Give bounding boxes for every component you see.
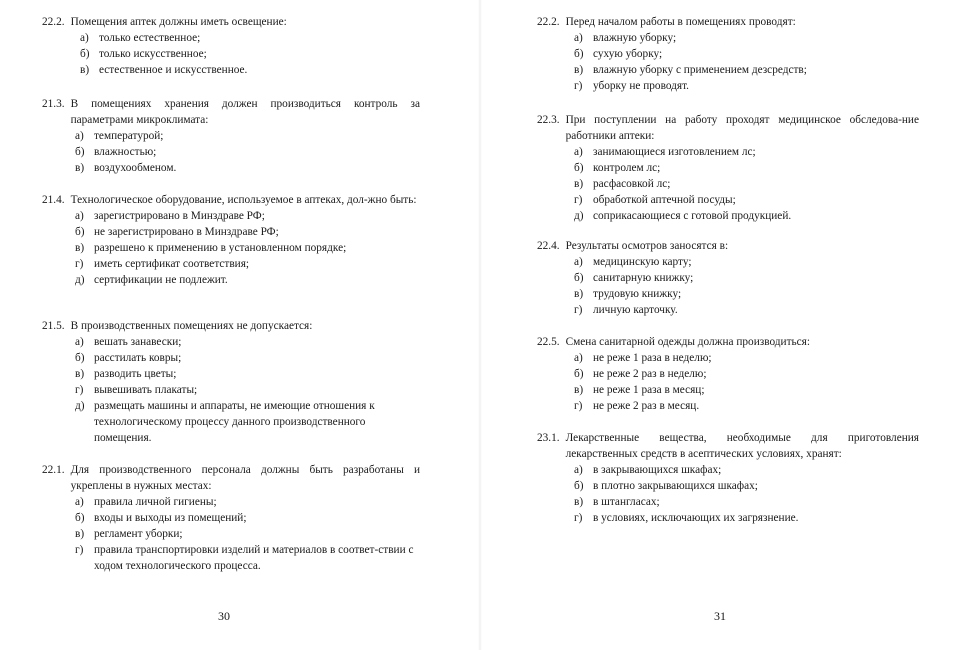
question-block: [537, 112, 919, 224]
answer-option: [574, 398, 919, 414]
option-text: уборку не проводят.: [593, 80, 690, 92]
option-letter: в): [80, 64, 90, 76]
answer-option: [574, 350, 919, 366]
option-letter: г): [574, 512, 583, 524]
option-letter: б): [75, 146, 85, 158]
option-text: воздухообменом.: [94, 162, 177, 174]
option-text: только естественное;: [99, 32, 201, 44]
option-letter: а): [75, 496, 84, 508]
option-text: температурой;: [94, 130, 164, 142]
option-letter: в): [574, 64, 584, 76]
option-letter: д): [75, 400, 85, 412]
option-text: обработкой аптечной посуды;: [593, 194, 736, 206]
option-text: правила транспортировки изделий и материалов в соответ-ствии с ходом технологического процесса.: [94, 544, 414, 572]
answer-option: [574, 30, 919, 46]
option-text: санитарную книжку;: [593, 272, 694, 284]
option-text: естественное и искусственное.: [99, 64, 248, 76]
option-letter: б): [75, 352, 85, 364]
question-number: 22.5.: [537, 336, 560, 348]
answer-option: [574, 382, 919, 398]
option-text: занимающиеся изготовлением лс;: [593, 146, 756, 158]
option-letter: г): [574, 400, 583, 412]
option-text: иметь сертификат соответствия;: [94, 258, 250, 270]
option-letter: а): [574, 464, 583, 476]
option-text: разрешено к применению в установленном порядке;: [94, 242, 347, 254]
option-letter: б): [574, 480, 584, 492]
answer-option: [75, 128, 420, 144]
option-text: в штангласах;: [593, 496, 660, 508]
answer-option: [80, 62, 420, 78]
option-letter: в): [574, 288, 584, 300]
option-letter: в): [75, 528, 85, 540]
option-text: регламент уборки;: [94, 528, 183, 540]
question-number: 22.1.: [42, 464, 65, 476]
option-text: не зарегистрировано в Минздраве РФ;: [94, 226, 279, 238]
option-letter: в): [75, 162, 85, 174]
option-letter: б): [574, 368, 584, 380]
question-number: 21.5.: [42, 320, 65, 332]
option-text: личную карточку.: [593, 304, 678, 316]
option-letter: а): [574, 32, 583, 44]
option-letter: а): [80, 32, 89, 44]
answer-option: [75, 240, 420, 256]
answer-option: [574, 270, 919, 286]
option-letter: б): [574, 272, 584, 284]
option-letter: б): [80, 48, 90, 60]
option-text: соприкасающиеся с готовой продукцией.: [593, 210, 792, 222]
question-text: Помещения аптек должны иметь освещение:: [70, 16, 287, 28]
question-number: 22.2.: [42, 16, 65, 28]
option-text: зарегистрировано в Минздраве РФ;: [94, 210, 265, 222]
option-letter: в): [574, 178, 584, 190]
question-number: 22.4.: [537, 240, 560, 252]
question-block: [42, 192, 420, 288]
question-block: [537, 334, 919, 414]
question-text: Смена санитарной одежды должна производиться:: [565, 336, 811, 348]
option-text: расфасовкой лс;: [593, 178, 671, 190]
right-page: [480, 0, 960, 650]
answer-option: [75, 510, 420, 526]
answer-option: [75, 144, 420, 160]
option-letter: в): [574, 496, 584, 508]
answer-option: [574, 208, 919, 224]
answer-option: [574, 286, 919, 302]
question-block: [42, 96, 420, 176]
option-letter: в): [75, 368, 85, 380]
option-text: только искусственное;: [99, 48, 207, 60]
answer-option: [574, 494, 919, 510]
option-text: сертификации не подлежит.: [94, 274, 228, 286]
answer-option: [574, 144, 919, 160]
option-text: не реже 1 раза в месяц;: [593, 384, 705, 396]
answer-option: [75, 208, 420, 224]
option-letter: г): [574, 194, 583, 206]
question-block: [537, 14, 919, 94]
option-text: сухую уборку;: [593, 48, 663, 60]
answer-option: [75, 542, 420, 574]
answer-option: [574, 302, 919, 318]
option-letter: а): [574, 352, 583, 364]
answer-option: [574, 254, 919, 270]
option-letter: б): [574, 48, 584, 60]
answer-option: [574, 510, 919, 526]
answer-option: [574, 462, 919, 478]
question-number: 22.2.: [537, 16, 560, 28]
answer-option: [80, 30, 420, 46]
question-text: Перед началом работы в помещениях проводят:: [565, 16, 796, 28]
answer-option: [75, 526, 420, 542]
option-text: в закрывающихся шкафах;: [593, 464, 722, 476]
answer-option: [574, 176, 919, 192]
option-letter: г): [574, 80, 583, 92]
option-letter: г): [75, 258, 84, 270]
option-letter: в): [75, 242, 85, 254]
question-number: 23.1.: [537, 432, 560, 444]
answer-option: [574, 46, 919, 62]
option-letter: б): [75, 226, 85, 238]
option-letter: а): [75, 130, 84, 142]
answer-option: [75, 382, 420, 398]
option-text: расстилать ковры;: [94, 352, 182, 364]
question-number: 22.3.: [537, 114, 560, 126]
question-text: Результаты осмотров заносятся в:: [565, 240, 729, 252]
answer-option: [80, 46, 420, 62]
option-text: трудовую книжку;: [593, 288, 682, 300]
option-text: входы и выходы из помещений;: [94, 512, 247, 524]
question-block: [537, 430, 919, 526]
question-number: 21.4.: [42, 194, 65, 206]
answer-option: [75, 398, 420, 446]
question-text: В помещениях хранения должен производиться контроль за параметрами микроклимата:: [70, 98, 420, 126]
option-letter: а): [574, 256, 583, 268]
question-block: [42, 318, 420, 446]
option-text: правила личной гигиены;: [94, 496, 217, 508]
answer-option: [75, 160, 420, 176]
option-text: не реже 1 раза в неделю;: [593, 352, 712, 364]
option-text: контролем лс;: [593, 162, 661, 174]
option-text: не реже 2 раз в месяц.: [593, 400, 700, 412]
option-letter: г): [574, 304, 583, 316]
question-text: Технологическое оборудование, используемое в аптеках, дол-жно быть:: [70, 194, 417, 206]
option-letter: д): [574, 210, 584, 222]
page-number: 30: [218, 609, 230, 623]
option-text: влажностью;: [94, 146, 157, 158]
answer-option: [574, 62, 919, 78]
option-letter: г): [75, 384, 84, 396]
option-text: не реже 2 раз в неделю;: [593, 368, 707, 380]
option-letter: в): [574, 384, 584, 396]
option-letter: а): [574, 146, 583, 158]
question-block: [42, 14, 420, 78]
question-block: [42, 462, 420, 574]
answer-option: [574, 478, 919, 494]
option-text: разводить цветы;: [94, 368, 177, 380]
option-text: вешать занавески;: [94, 336, 182, 348]
answer-option: [574, 78, 919, 94]
option-letter: б): [574, 162, 584, 174]
option-letter: д): [75, 274, 85, 286]
question-text: В производственных помещениях не допускается:: [70, 320, 313, 332]
answer-option: [75, 366, 420, 382]
answer-option: [75, 272, 420, 288]
option-text: размещать машины и аппараты, не имеющие отношения к технологическому процессу данного производственного помещения.: [94, 400, 375, 444]
option-text: медицинскую карту;: [593, 256, 692, 268]
answer-option: [75, 350, 420, 366]
option-letter: а): [75, 336, 84, 348]
question-number: 21.3.: [42, 98, 65, 110]
answer-option: [75, 494, 420, 510]
answer-option: [75, 334, 420, 350]
question-block: [537, 238, 919, 318]
answer-option: [574, 160, 919, 176]
answer-option: [75, 256, 420, 272]
option-text: в плотно закрывающихся шкафах;: [593, 480, 758, 492]
option-text: влажную уборку;: [593, 32, 677, 44]
option-letter: а): [75, 210, 84, 222]
question-text: При поступлении на работу проходят медицинское обследова-ние работники аптеки:: [565, 114, 919, 142]
option-text: вывешивать плакаты;: [94, 384, 198, 396]
option-letter: б): [75, 512, 85, 524]
option-text: влажную уборку с применением дезсредств;: [593, 64, 807, 76]
answer-option: [574, 366, 919, 382]
option-letter: г): [75, 544, 84, 556]
answer-option: [574, 192, 919, 208]
answer-option: [75, 224, 420, 240]
option-text: в условиях, исключающих их загрязнение.: [593, 512, 799, 524]
page-number: 31: [714, 609, 726, 623]
question-text: Для производственного персонала должны быть разработаны и укреплены в нужных местах:: [70, 464, 420, 492]
question-text: Лекарственные вещества, необходимые для приготовления лекарственных средств в асептических условиях, хранят:: [565, 432, 919, 460]
